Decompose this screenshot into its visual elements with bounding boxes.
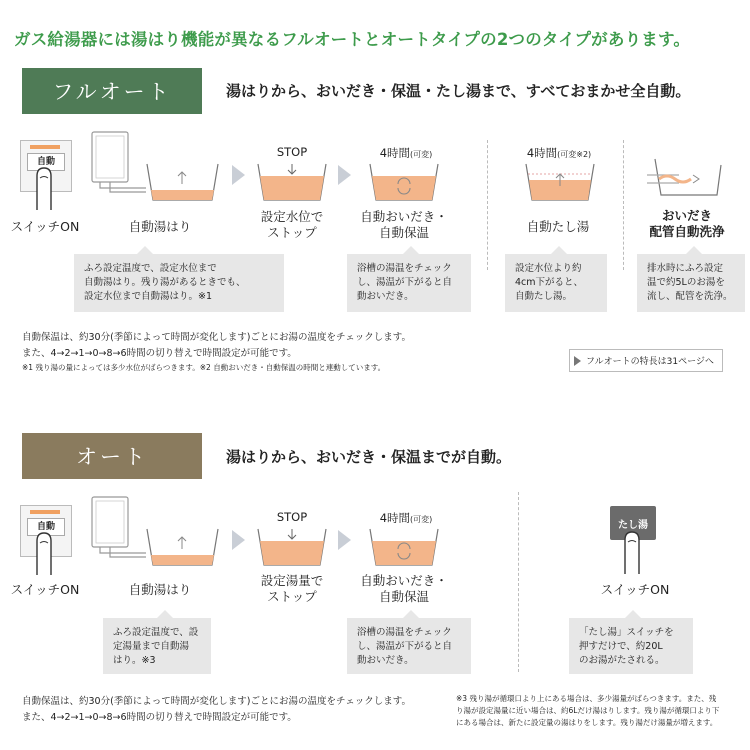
fullauto-step2-top: STOP: [276, 145, 308, 159]
auto-footnote3-line3: にある場合は、新たに設定量の湯はりをします。残り湯だけ湯量が増えます。: [456, 718, 718, 727]
auto-step3-label-line1: 自動おいだき・: [360, 573, 448, 588]
auto-step3-label-line2: 自動保温: [378, 589, 429, 604]
auto-step2-top: STOP: [276, 510, 308, 524]
fullauto-footnote: ※1 残り湯の量によっては多少水位がばらつきます。※2 自動おいだき・自動保温の時間と連動しています。: [22, 363, 386, 372]
auto-step3-top-small: (可変): [410, 515, 433, 524]
bathtub-icon: [256, 162, 328, 202]
divider: [623, 140, 624, 270]
auto-step3-label: [354, 573, 454, 605]
fullauto-note4-line2: 温で約5Lのお湯を: [647, 277, 725, 288]
chevron-right-icon: [232, 530, 245, 550]
auto-note3-line1: 「たし湯」スイッチを: [579, 627, 674, 638]
fullauto-step3-top-text: 4時間: [379, 146, 411, 160]
fullauto-note2-line1: 浴槽の湯温をチェック: [357, 263, 452, 274]
auto-button: 自動: [27, 153, 65, 171]
auto-note3: [569, 618, 693, 674]
panel-indicator: [30, 145, 60, 149]
stop-arrow-icon: [288, 529, 296, 539]
chevron-right-icon: [338, 530, 351, 550]
auto-note3-line2: 押すだけで、約20L: [579, 641, 663, 652]
panel-indicator: [30, 510, 60, 514]
auto-note1-line1: ふろ設定温度で、設: [113, 627, 199, 638]
bathtub-icon: [368, 527, 440, 567]
fullauto-step4-top-text: 4時間: [526, 146, 558, 160]
fullauto-step3-label: [354, 209, 454, 241]
fullauto-note2-line2: し、湯温が下がると自: [357, 277, 453, 288]
fullauto-body-line1: 自動保温は、約30分(季節によって時間が変化します)ごとにお湯の温度をチェックします。: [22, 332, 411, 343]
fullauto-step3-label-line1: 自動おいだき・: [360, 209, 448, 224]
bathtub-icon: [145, 527, 220, 567]
fullauto-note1-line3: 設定水位まで自動湯はり。※1: [84, 291, 213, 302]
auto-body-line1: 自動保温は、約30分(季節によって時間が変化します)ごとにお湯の温度をチェックします。: [22, 696, 411, 707]
divider: [518, 492, 519, 672]
auto-step2-label-line2: ストップ: [267, 589, 317, 604]
stop-arrow-icon: [288, 164, 296, 174]
fullauto-step4-top: [504, 145, 614, 161]
fullauto-body-line2: また、4→2→1→0→8→6時間の切り替えで時間設定が可能です。: [22, 348, 297, 359]
fullauto-note3-line2: 4cm下がると、: [515, 277, 584, 288]
auto-button: 自動: [27, 518, 65, 536]
hand-press-icon: [32, 166, 58, 210]
auto-banner: オート: [22, 433, 202, 479]
fullauto-note4-line3: 流し、配管を洗浄。: [647, 291, 733, 302]
fullauto-note2: [347, 254, 471, 312]
fullauto-note2-line3: 動おいだき。: [357, 291, 414, 302]
chevron-right-icon: [338, 165, 351, 185]
bathtub-icon: [524, 162, 596, 202]
auto-step1-label: 自動湯はり: [128, 582, 192, 597]
auto-step3-top: [356, 510, 456, 526]
fullauto-step5-label-line1: おいだき: [661, 208, 712, 223]
auto-switch-label: スイッチON: [10, 582, 80, 597]
fullauto-note3-line3: 自動たし湯。: [515, 291, 573, 302]
fullauto-step1-label: 自動湯はり: [128, 219, 192, 234]
fullauto-note3-line1: 設定水位より約: [515, 263, 582, 274]
auto-step2-label-line1: 設定湯量で: [260, 573, 324, 588]
auto-footnote3-line2: り湯が設定湯量に近い場合は、約6Lだけ湯はりします。残り湯が循環口より下: [456, 706, 720, 715]
bathtub-icon: [368, 162, 440, 202]
auto-note1: [103, 618, 211, 674]
fullauto-note4-line1: 排水時にふろ設定: [647, 263, 724, 274]
auto-note3-line3: のお湯がたされる。: [579, 655, 665, 666]
fullauto-step2-label-line2: ストップ: [267, 225, 317, 240]
auto-note2: [347, 618, 471, 674]
auto-step2-label: [245, 573, 339, 605]
auto-body: [22, 694, 411, 726]
fullauto-step4-label: 自動たし湯: [526, 219, 590, 234]
hand-press-icon: [32, 531, 58, 575]
page-link[interactable]: [569, 349, 723, 372]
auto-footnote3: [456, 693, 719, 729]
fullauto-body: [22, 330, 411, 362]
auto-note1-line2: 定湯量まで自動湯: [113, 641, 190, 652]
divider: [487, 140, 488, 270]
chevron-right-icon: [574, 356, 581, 366]
fullauto-note1-line2: 自動湯はり。残り湯があるときでも、: [84, 277, 246, 288]
auto-note1-line3: はり。※3: [113, 655, 156, 666]
bathtub-icon: [256, 527, 328, 567]
fullauto-step4-top-small: (可変※2): [557, 150, 592, 159]
auto-note2-line1: 浴槽の湯温をチェック: [357, 627, 452, 638]
fullauto-step3-label-line2: 自動保温: [378, 225, 429, 240]
bathtub-icon: [145, 162, 220, 202]
fullauto-step5-label: [632, 208, 742, 240]
auto-note2-line2: し、湯温が下がると自: [357, 641, 453, 652]
auto-note2-line3: 動おいだき。: [357, 655, 414, 666]
tashiyu-button: たし湯: [610, 506, 656, 540]
fullauto-step3-top-small: (可変): [410, 150, 433, 159]
fullauto-note3: [505, 254, 607, 312]
fullauto-step2-label-line1: 設定水位で: [260, 209, 324, 224]
auto-tagline: 湯はりから、おいだき・保温までが自動。: [226, 448, 512, 466]
hand-press-icon: [620, 530, 646, 574]
fullauto-banner: フルオート: [22, 68, 202, 114]
auto-body-line2: また、4→2→1→0→8→6時間の切り替えで時間設定が可能です。: [22, 712, 297, 723]
auto-switch2-label: スイッチON: [600, 582, 670, 597]
pipe-flush-icon: [645, 155, 725, 205]
fullauto-step3-top: [356, 145, 456, 161]
chevron-right-icon: [232, 165, 245, 185]
fullauto-step2-label: [245, 209, 339, 241]
auto-step3-top-text: 4時間: [379, 511, 411, 525]
fullauto-switch-label: スイッチON: [10, 219, 80, 234]
fullauto-note4: [637, 254, 745, 312]
fullauto-note1-line1: ふろ設定温度で、設定水位まで: [84, 263, 217, 274]
fullauto-note1: [74, 254, 284, 312]
fullauto-tagline: 湯はりから、おいだき・保温・たし湯まで、すべておまかせ全自動。: [226, 82, 691, 100]
auto-footnote3-line1: ※3 残り湯が循環口より上にある場合は、多少湯量がばらつきます。また、残: [456, 694, 717, 703]
fullauto-step5-label-line2: 配管自動洗浄: [649, 224, 725, 239]
page-headline: ガス給湯器には湯はり機能が異なるフルオートとオートタイプの2つのタイプがあります。: [14, 30, 691, 49]
page-link-label: フルオートの特長は31ページへ: [586, 357, 714, 367]
